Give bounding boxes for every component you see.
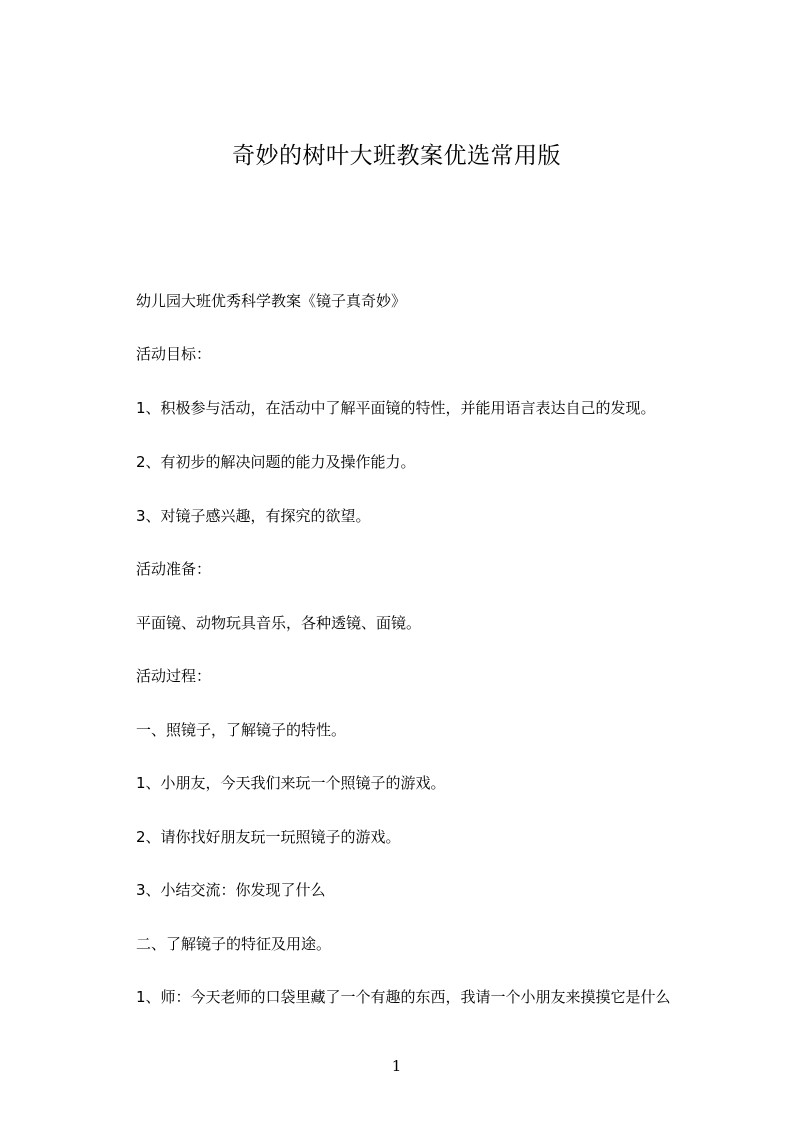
- paragraph-step-1-2: 2、请你找好朋友玩一玩照镜子的游戏。: [136, 828, 401, 846]
- paragraph-step-1-3: 3、小结交流：你发现了什么: [136, 881, 326, 899]
- paragraph-process-heading: 活动过程：: [136, 667, 212, 685]
- paragraph-heading-lesson: 幼儿园大班优秀科学教案《镜子真奇妙》: [136, 292, 407, 310]
- paragraph-goals-heading: 活动目标：: [136, 345, 212, 363]
- paragraph-section-1: 一、照镜子，了解镜子的特性。: [136, 721, 347, 739]
- paragraph-preparation-heading: 活动准备：: [136, 560, 212, 578]
- page-number: 1: [391, 1057, 402, 1075]
- paragraph-section-2: 二、了解镜子的特征及用途。: [136, 935, 332, 953]
- paragraph-step-1-1: 1、小朋友，今天我们来玩一个照镜子的游戏。: [136, 774, 446, 792]
- document-title: 奇妙的树叶大班教案优选常用版: [232, 143, 561, 169]
- paragraph-goal-2: 2、有初步的解决问题的能力及操作能力。: [136, 453, 416, 471]
- paragraph-goal-1: 1、积极参与活动，在活动中了解平面镜的特性，并能用语言表达自己的发现。: [136, 399, 656, 417]
- paragraph-step-2-1: 1、师：今天老师的口袋里藏了一个有趣的东西，我请一个小朋友来摸摸它是什么: [136, 988, 671, 1006]
- paragraph-goal-3: 3、对镜子感兴趣，有探究的欲望。: [136, 507, 371, 525]
- paragraph-preparation: 平面镜、动物玩具音乐，各种透镜、面镜。: [136, 614, 422, 632]
